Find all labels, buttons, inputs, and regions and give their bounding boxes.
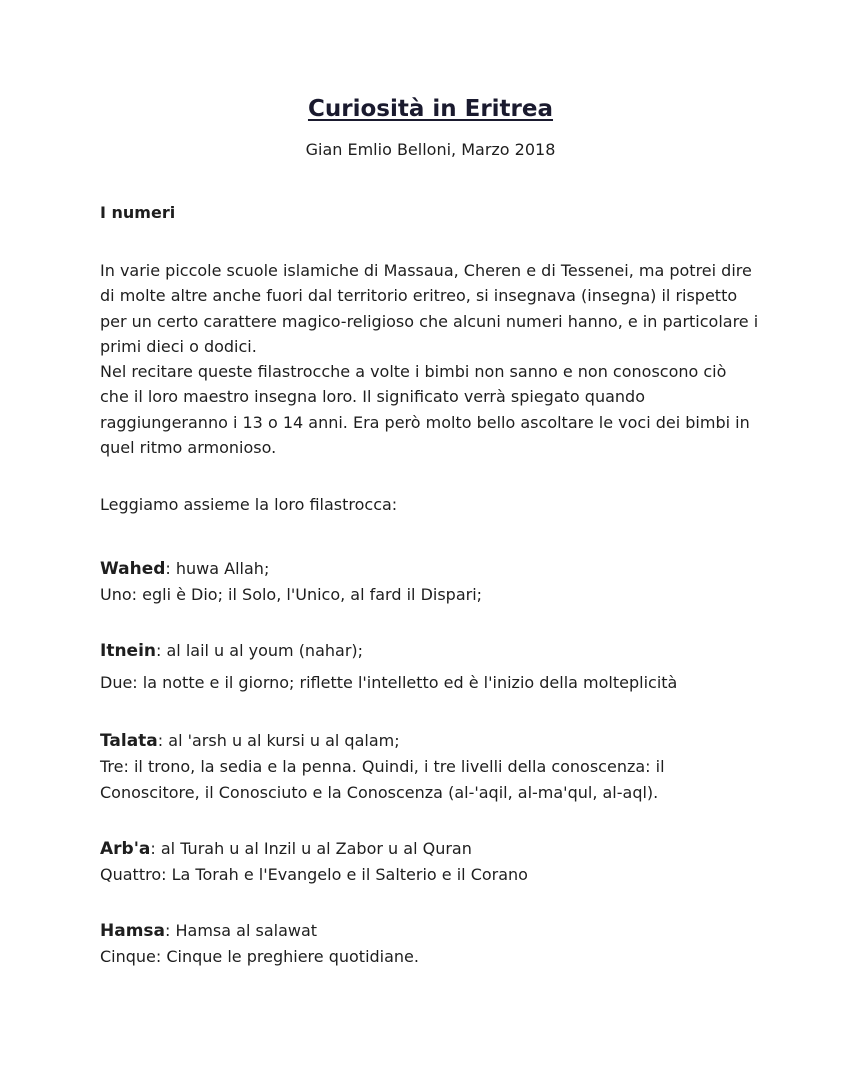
entry-term: Hamsa <box>100 921 166 941</box>
entry-term: Itnein <box>100 641 157 661</box>
section-heading: I numeri <box>100 203 176 222</box>
number-entry-arba <box>100 836 790 888</box>
entry-arabic-text: : huwa Allah; <box>165 559 270 578</box>
document-title: Curiosità in Eritrea <box>307 96 554 122</box>
explanation-paragraph: Nel recitare queste filastrocche a volte i bimbi non sanno e non conoscono ciò che il loro maestro insegna loro. Il significato verrà spiegato quando raggiungeranno i 13 o 14 anni. Era però molto bello ascoltare le voci dei bimbi in quel ritmo armonioso. <box>100 362 750 458</box>
entry-italian-line: Due: la notte e il giorno; riflette l'intelletto ed è l'inizio della molteplicità <box>100 673 678 693</box>
entry-arabic-line <box>100 556 790 582</box>
number-entry-itnein <box>100 638 790 696</box>
intro-paragraph: In varie piccole scuole islamiche di Massaua, Cheren e di Tessenei, ma potrei dire di molte altre anche fuori dal territorio eritreo, si insegnava (insegna) il rispetto per un certo carattere magico-religioso che alcuni numeri hanno, e in particolare i primi dieci o dodici. <box>100 261 759 357</box>
number-entry-hamsa <box>100 918 790 970</box>
entry-term: Talata <box>100 731 158 751</box>
entry-arabic-line <box>100 836 790 862</box>
lead-in-paragraph: Leggiamo assieme la loro filastrocca: <box>100 495 398 514</box>
entry-italian-line: Uno: egli è Dio; il Solo, l'Unico, al fard il Dispari; <box>100 585 483 605</box>
entry-arabic-text: : al Turah u al Inzil u al Zabor u al Quran <box>150 839 472 858</box>
number-entry-wahed <box>100 556 790 608</box>
author-date-line: Gian Emlio Belloni, Marzo 2018 <box>305 140 556 159</box>
entry-italian-line: Cinque: Cinque le preghiere quotidiane. <box>100 947 419 967</box>
entry-arabic-line <box>100 728 790 754</box>
entry-term: Arb'a <box>100 839 151 859</box>
entry-italian-line: Tre: il trono, la sedia e la penna. Quindi, i tre livelli della conoscenza: il <box>100 757 665 777</box>
entry-term: Wahed <box>100 559 166 579</box>
entry-arabic-line <box>100 918 790 944</box>
entry-arabic-text: : al 'arsh u al kursi u al qalam; <box>157 731 400 750</box>
entry-arabic-text: : al lail u al youm (nahar); <box>156 641 364 660</box>
entry-arabic-text: : Hamsa al salawat <box>165 921 318 940</box>
entry-italian-line: Quattro: La Torah e l'Evangelo e il Salterio e il Corano <box>100 865 528 885</box>
number-entry-talata <box>100 728 790 805</box>
entry-italian-line: Conoscitore, il Conosciuto e la Conoscenza (al-'aqil, al-ma'qul, al-aql). <box>100 782 659 802</box>
entry-arabic-line <box>100 638 790 664</box>
